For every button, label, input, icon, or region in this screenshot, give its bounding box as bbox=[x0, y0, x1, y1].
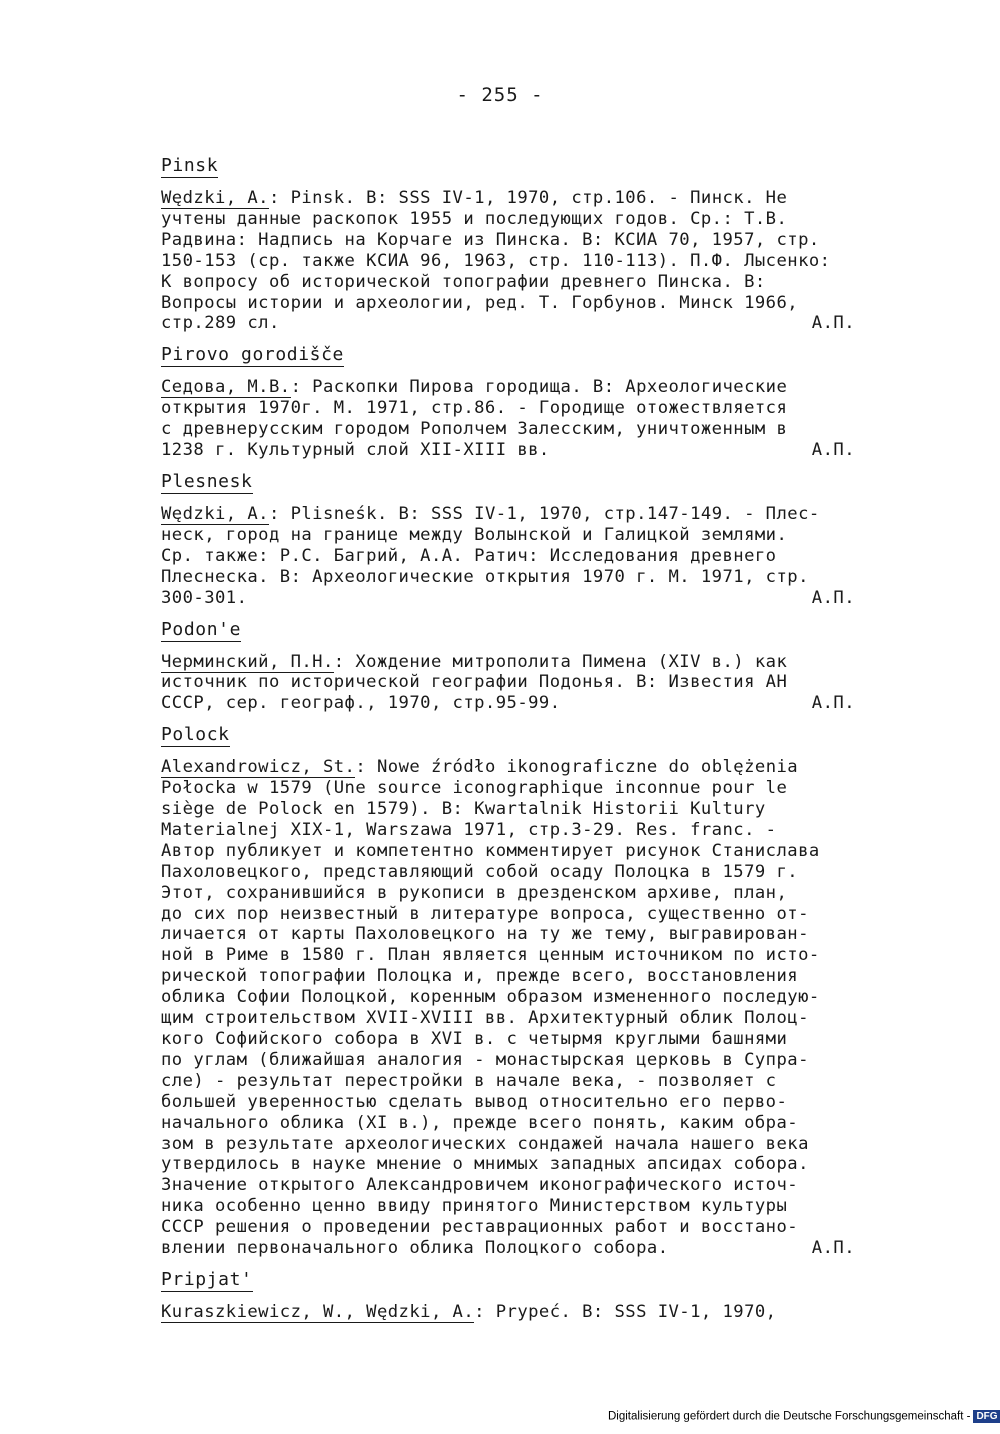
reviewer-signature: А.П. bbox=[811, 693, 855, 714]
bibliography-entry bbox=[161, 1302, 891, 1323]
entry-author: Alexandrowicz, St. bbox=[161, 757, 356, 778]
entry-text: учтены данные раскопок 1955 и последующих годов. Ср.: Т.В. bbox=[161, 208, 788, 229]
entry-line bbox=[161, 525, 891, 546]
entry-text: siège de Polock en 1579). В: Kwartalnik Historii Kultury bbox=[161, 799, 766, 820]
entry-line bbox=[161, 1175, 891, 1196]
entry-text: облика Софии Полоцкой, коренным образом измененного последую- bbox=[161, 987, 820, 1008]
entry-text: стр.289 сл. bbox=[161, 313, 280, 334]
entry-text: до сих пор неизвестный в литературе вопроса, существенно от- bbox=[161, 903, 809, 924]
document-body bbox=[161, 155, 891, 1333]
entry-line bbox=[161, 1071, 891, 1092]
place-heading: Pripjat' bbox=[161, 1268, 253, 1290]
entry-text: Значение открытого Александровичем иконографического источ- bbox=[161, 1175, 799, 1196]
entry-text: Ср. также: Р.С. Багрий, А.А. Ратич: Исследования древнего bbox=[161, 545, 777, 566]
entry-text: щим строительством XVII-XVIII вв. Архитектурный облик Полоц- bbox=[161, 1008, 809, 1029]
entry-text: неск, город на границе между Волынской и Галицкой землями. bbox=[161, 524, 788, 545]
entry-text: : Раскопки Пирова городища. В: Археологические bbox=[290, 377, 788, 398]
entry-line bbox=[161, 251, 891, 272]
entry-line bbox=[161, 1154, 891, 1175]
bibliography-entry bbox=[161, 757, 891, 1259]
entry-text: К вопросу об исторической топографии древнего Пинска. В: bbox=[161, 271, 766, 292]
entry-text: 1238 г. Культурный слой XII-XIII вв. bbox=[161, 440, 550, 461]
entry-line bbox=[161, 799, 891, 820]
entry-author: Wędzki, A. bbox=[161, 188, 269, 208]
place-heading: Plesnesk bbox=[161, 470, 253, 492]
entry-line bbox=[161, 987, 891, 1008]
entry-line bbox=[161, 567, 891, 588]
entry-text: утвердилось в науке мнение о мнимых западных апсидах собора. bbox=[161, 1154, 809, 1175]
place-heading: Pinsk bbox=[161, 155, 219, 176]
bibliography-entry bbox=[161, 504, 891, 609]
entry-line bbox=[161, 504, 891, 525]
entry-line bbox=[161, 862, 891, 883]
entry-text: : Pinsk. В: SSS IV-1, 1970, стр.106. - Пинск. Не bbox=[268, 188, 788, 208]
bibliography-section bbox=[161, 724, 891, 1259]
entry-text: : Prypeć. В: SSS IV-1, 1970, bbox=[474, 1301, 777, 1322]
entry-text: Materialnej XIX-1, Warszawa 1971, стр.3-29. Res. franc. - bbox=[161, 819, 777, 840]
entry-text: начального облика (XI в.), прежде всего понять, каким обра- bbox=[161, 1112, 799, 1133]
digitization-footer bbox=[608, 1410, 1000, 1423]
entry-line bbox=[161, 1008, 891, 1029]
entry-text: источник по исторической географии Подонья. В: Известия АН bbox=[161, 672, 788, 693]
entry-text: зом в результате археологических сондажей начала нашего века bbox=[161, 1133, 809, 1154]
entry-line bbox=[161, 588, 891, 609]
reviewer-signature: А.П. bbox=[811, 587, 855, 608]
place-heading: Pirovo gorodišče bbox=[161, 344, 344, 366]
entry-line bbox=[161, 293, 891, 314]
entry-line bbox=[161, 693, 891, 714]
entry-text: ной в Риме в 1580 г. План является ценным источником по исто- bbox=[161, 945, 820, 966]
entry-text: кого Софийского собора в XVI в. с четырмя круглыми башнями bbox=[161, 1029, 788, 1049]
place-heading: Polock bbox=[161, 724, 230, 746]
bibliography-section bbox=[161, 1269, 891, 1323]
entry-text: 300-301. bbox=[161, 587, 248, 608]
entry-line bbox=[161, 757, 891, 778]
entry-line bbox=[161, 398, 891, 419]
entry-text: : Хождение митрополита Пимена (XIV в.) как bbox=[333, 651, 788, 672]
entry-author: Черминский, П.Н. bbox=[161, 651, 334, 672]
reviewer-signature: А.П. bbox=[811, 313, 855, 334]
entry-author: Седова, М.В. bbox=[161, 377, 291, 398]
entry-author: Wędzki, A. bbox=[161, 503, 269, 524]
entry-line bbox=[161, 1029, 891, 1050]
entry-author: Kuraszkiewicz, W., Wędzki, A. bbox=[161, 1301, 475, 1322]
entry-text: большей уверенностью сделать вывод относительно его перво- bbox=[161, 1091, 788, 1112]
entry-line bbox=[161, 546, 891, 567]
bibliography-entry bbox=[161, 652, 891, 715]
entry-line bbox=[161, 841, 891, 862]
entry-line bbox=[161, 1196, 891, 1217]
entry-line bbox=[161, 188, 891, 209]
entry-line bbox=[161, 778, 891, 799]
entry-text: сле) - результат перестройки в начале века, - позволяет с bbox=[161, 1070, 777, 1091]
entry-text: Этот, сохранившийся в рукописи в дрезденском архиве, план, bbox=[161, 882, 788, 903]
entry-text: СССР, сер. географ., 1970, стр.95-99. bbox=[161, 693, 561, 714]
entry-line bbox=[161, 1134, 891, 1155]
entry-line bbox=[161, 672, 891, 693]
entry-line bbox=[161, 1238, 891, 1259]
entry-text: влении первоначального облика Полоцкого собора. bbox=[161, 1238, 669, 1259]
reviewer-signature: А.П. bbox=[811, 1238, 855, 1259]
entry-line bbox=[161, 209, 891, 230]
bibliography-entry bbox=[161, 188, 891, 334]
page-number: - 255 - bbox=[456, 84, 544, 106]
entry-line bbox=[161, 1217, 891, 1238]
entry-line bbox=[161, 966, 891, 987]
entry-line bbox=[161, 1302, 891, 1323]
dfg-logo: DFG bbox=[973, 1410, 1000, 1423]
entry-text: открытия 1970г. М. 1971, стр.86. - Городище отожествляется bbox=[161, 398, 788, 419]
entry-line bbox=[161, 313, 891, 334]
bibliography-section bbox=[161, 344, 891, 461]
entry-line bbox=[161, 883, 891, 904]
entry-text: личается от карты Пахоловецкого на ту же тему, выгравирован- bbox=[161, 924, 809, 945]
entry-line bbox=[161, 1092, 891, 1113]
entry-text: Автор публикует и компетентно комментирует рисунок Станислава bbox=[161, 840, 820, 861]
place-heading: Podon'e bbox=[161, 618, 242, 640]
entry-text: Połocka w 1579 (Une source iconographique inconnue pour le bbox=[161, 778, 788, 799]
entry-text: по углам (ближайшая аналогия - монастырская церковь в Супра- bbox=[161, 1049, 809, 1070]
entry-line bbox=[161, 904, 891, 925]
entry-line bbox=[161, 945, 891, 966]
entry-text: СССР решения о проведении реставрационных работ и восстано- bbox=[161, 1217, 799, 1238]
entry-text: Плеснеска. В: Археологические открытия 1970 г. М. 1971, стр. bbox=[161, 566, 809, 587]
entry-line bbox=[161, 419, 891, 440]
entry-text: с древнерусским городом Рополчем Залесским, уничтоженным в bbox=[161, 419, 788, 440]
entry-text: Радвина: Надпись на Корчаге из Пинска. В: КСИА 70, 1957, стр. bbox=[161, 229, 820, 250]
entry-text: рической топографии Полоцка и, прежде всего, восстановления bbox=[161, 966, 799, 987]
reviewer-signature: А.П. bbox=[811, 440, 855, 461]
entry-line bbox=[161, 1050, 891, 1071]
entry-text: : Nowe źródło ikonograficzne do oblężenia bbox=[355, 757, 799, 778]
bibliography-section bbox=[161, 155, 891, 334]
bibliography-section bbox=[161, 471, 891, 609]
entry-line bbox=[161, 924, 891, 945]
entry-text: Вопросы истории и археологии, ред. Т. Горбунов. Минск 1966, bbox=[161, 292, 799, 313]
entry-text: 150-153 (ср. также КСИА 96, 1963, стр. 110-113). П.Ф. Лысенко: bbox=[161, 250, 831, 271]
footer-text: Digitalisierung gefördert durch die Deutsche Forschungsgemeinschaft - bbox=[608, 1410, 971, 1423]
entry-line bbox=[161, 652, 891, 673]
entry-line bbox=[161, 440, 891, 461]
entry-text: ника особенно ценно ввиду принятого Министерством культуры bbox=[161, 1196, 788, 1217]
bibliography-entry bbox=[161, 377, 891, 461]
entry-line bbox=[161, 377, 891, 398]
entry-text: Пахоловецкого, представляющий собой осаду Полоцка в 1579 г. bbox=[161, 861, 799, 882]
entry-line bbox=[161, 1113, 891, 1134]
entry-line bbox=[161, 272, 891, 293]
entry-text: : Plisneśk. В: SSS IV-1, 1970, стр.147-149. - Плес- bbox=[268, 503, 820, 524]
entry-line bbox=[161, 820, 891, 841]
bibliography-section bbox=[161, 619, 891, 715]
entry-line bbox=[161, 230, 891, 251]
